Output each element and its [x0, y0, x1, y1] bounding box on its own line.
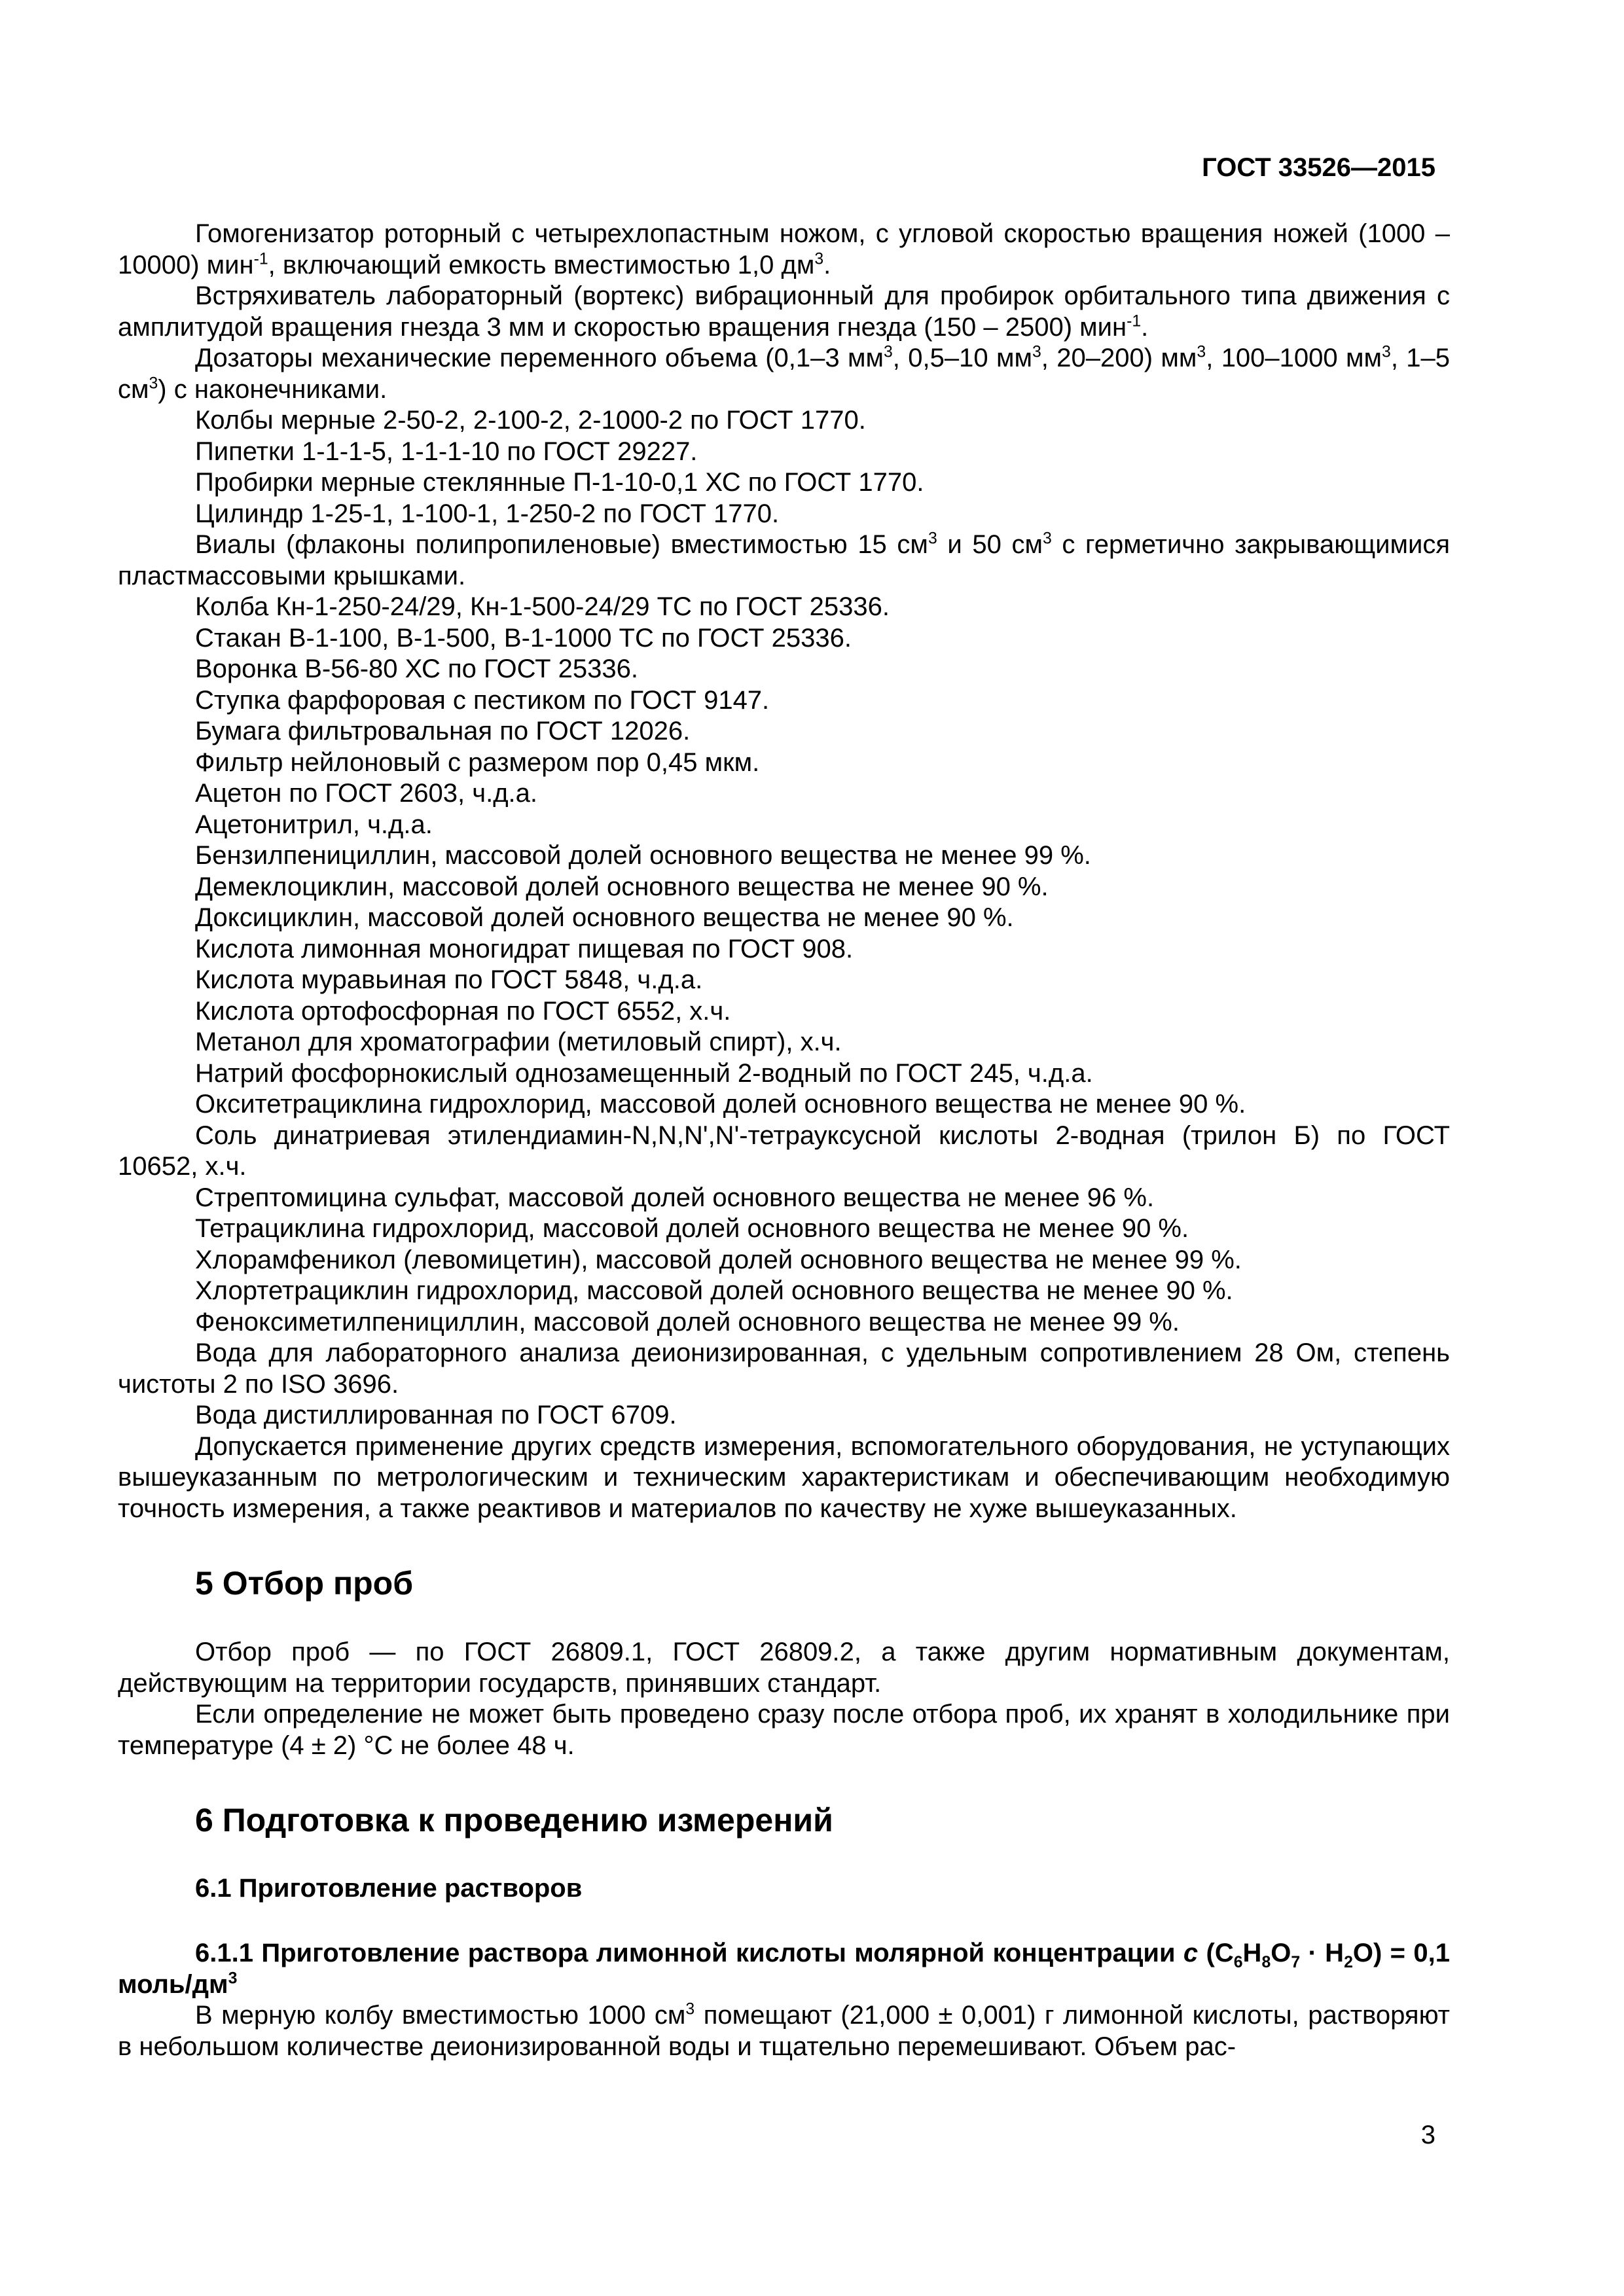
section-5-paragraph: Отбор проб — по ГОСТ 26809.1, ГОСТ 26809.2, а также другим нормативным документам, действующим на территории государств, принявших стандарт. [118, 1638, 1450, 1698]
equipment-list-item: Стрептомицина сульфат, массовой долей основного вещества не менее 96 %. [195, 1183, 1155, 1212]
equipment-list-item: Тетрациклина гидрохлорид, массовой долей основного вещества не менее 90 %. [195, 1214, 1189, 1243]
equipment-list-item: Метанол для хроматографии (метиловый спирт), х.ч. [195, 1028, 842, 1056]
page-number: 3 [1420, 2121, 1435, 2149]
formula: $(C_6H_8O_7 \cdot H_2O) = 0,1$ моль/$дм^3$ [118, 1939, 1450, 1999]
equipment-list-item: Хлортетрациклин гидрохлорид, массовой долей основного вещества не менее 90 %. [195, 1276, 1233, 1305]
equipment-list-item: Встряхиватель лабораторный (вортекс) вибрационный для пробирок орбитального типа движения с амплитудой вращения гнезда 3 мм и скоростью вращения гнезда (150 – 2500) мин$^{-1}$. [118, 281, 1450, 342]
equipment-list-item: Хлорамфеникол (левомицетин), массовой долей основного вещества не менее 99 %. [195, 1245, 1242, 1274]
equipment-list-item: Доксициклин, массовой долей основного вещества не менее 90 %. [195, 903, 1014, 932]
equipment-list-item: Ступка фарфоровая с пестиком по ГОСТ 9147. [195, 685, 770, 715]
equipment-list-item: Пробирки мерные стеклянные П-1-10-0,1 ХС по ГОСТ 1770. [195, 468, 924, 497]
equipment-list-item: Окситетрациклина гидрохлорид, массовой долей основного вещества не менее 90 %. [195, 1090, 1246, 1119]
equipment-list-item: Кислота лимонная моногидрат пищевая по ГОСТ 908. [195, 934, 854, 963]
equipment-list-item: Пипетки 1-1-1-5, 1-1-1-10 по ГОСТ 29227. [195, 437, 698, 466]
equipment-list-item: Гомогенизатор роторный с четырехлопастным ножом, с угловой скоростью вращения ножей (1000 – 10000) мин$^{-1}$, включающий емкость вместимостью 1,0 $дм^3$. [118, 219, 1450, 279]
equipment-list-item: Ацетон по ГОСТ 2603, ч.д.а. [195, 779, 538, 808]
section-6-title: 6 Подготовка к проведению измерений [195, 1802, 833, 1839]
equipment-list-item: Воронка В-56-80 ХС по ГОСТ 25336. [195, 655, 639, 683]
document-code: ГОСТ 33526—2015 [1202, 153, 1435, 182]
equipment-list-item: Колбы мерные 2-50-2, 2-100-2, 2-1000-2 по ГОСТ 1770. [195, 406, 866, 435]
equipment-list-item: Допускается применение других средств измерения, вспомогательного оборудования, не уступающих вышеуказанным по метрологическим и техническим характеристикам и обеспечивающим необходимую точность измерения, а также реактивов и материалов по качеству не хуже вышеуказанных. [118, 1431, 1450, 1523]
equipment-list-item: Натрий фосфорнокислый однозамещенный 2-водный по ГОСТ 245, ч.д.а. [195, 1058, 1093, 1088]
item-6-1-1-heading-text: 6.1.1 Приготовление раствора лимонной кислоты молярной концентрации [195, 1939, 1176, 1967]
equipment-list-item: Вода для лабораторного анализа деионизированная, с удельным сопротивлением 28 Ом, степень чистоты 2 по ISO 3696. [118, 1338, 1450, 1399]
formula-symbol: с [1183, 1939, 1199, 1967]
equipment-list-item: Дозаторы механические переменного объема (0,1–3 $мм^3$, 0,5–10 $мм^3$, 20–200) $мм^3$, 100–1000 $мм^3$, 1–5 $см^3$) с наконечниками. [118, 343, 1451, 404]
equipment-list-item: Феноксиметилпенициллин, массовой долей основного вещества не менее 99 %. [195, 1307, 1180, 1336]
page-content [118, 219, 1450, 2062]
equipment-list-item: Фильтр нейлоновый с размером пор 0,45 мкм. [195, 747, 760, 777]
subsection-6-1-title: 6.1 Приготовление растворов [195, 1874, 583, 1903]
equipment-list-item: Кислота муравьиная по ГОСТ 5848, ч.д.а. [195, 965, 703, 994]
equipment-list-item: Вода дистиллированная по ГОСТ 6709. [195, 1401, 677, 1429]
section-5-paragraph: Если определение не может быть проведено сразу после отбора проб, их хранят в холодильнике при температуре (4 ± 2) °С не более 48 ч. [118, 1700, 1450, 1760]
item-6-1-1-body: В мерную колбу вместимостью 1000 $см^3$ помещают (21,000 ± 0,001) г лимонной кислоты, растворяют в небольшом количестве деионизированной воды и тщательно перемешивают. Объем рас- [118, 2000, 1451, 2061]
section-5-title: 5 Отбор проб [195, 1565, 414, 1602]
equipment-list-item: Соль динатриевая этилендиамин-N,N,N',N'-тетрауксусной кислоты 2-водная (трилон Б) по ГОСТ 10652, х.ч. [118, 1121, 1450, 1181]
equipment-list-item: Виалы (флаконы полипропиленовые) вместимостью 15 $см^3$ и 50 $см^3$ с герметично закрывающимися пластмассовыми крышками. [118, 529, 1450, 590]
equipment-list-item: Цилиндр 1-25-1, 1-100-1, 1-250-2 по ГОСТ 1770. [195, 499, 780, 528]
equipment-list-item: Бензилпенициллин, массовой долей основного вещества не менее 99 %. [195, 841, 1091, 870]
equipment-list-item: Кислота ортофосфорная по ГОСТ 6552, х.ч. [195, 996, 731, 1026]
equipment-list-item: Колба Кн-1-250-24/29, Кн-1-500-24/29 ТС по ГОСТ 25336. [195, 592, 890, 621]
equipment-list-item: Бумага фильтровальная по ГОСТ 12026. [195, 717, 691, 745]
equipment-list-item: Ацетонитрил, ч.д.а. [195, 810, 433, 839]
item-6-1-1-heading [118, 1938, 1450, 2000]
equipment-list-item: Стакан В-1-100, В-1-500, В-1-1000 ТС по ГОСТ 25336. [195, 623, 852, 653]
equipment-list-item: Демеклоциклин, массовой долей основного вещества не менее 90 %. [195, 872, 1049, 901]
equipment-list [118, 219, 1450, 1524]
